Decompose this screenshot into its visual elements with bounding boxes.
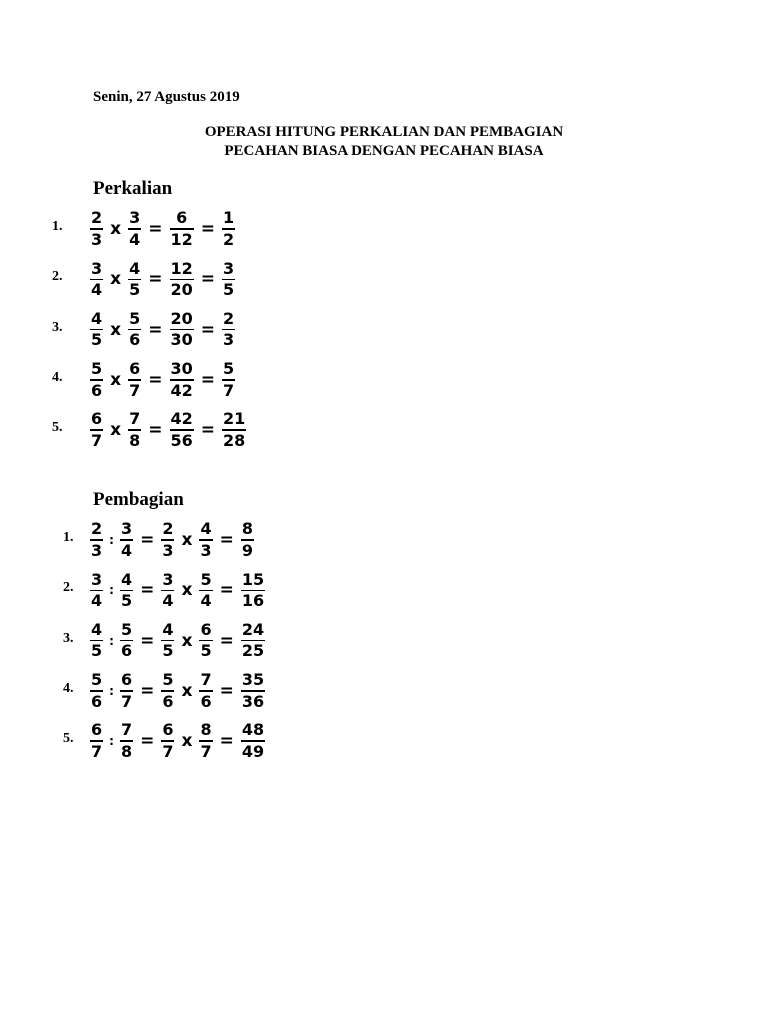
fraction-second [128,210,141,248]
fraction-result-numerator: 35 [241,670,265,690]
fraction-reciprocal [199,672,212,710]
equals-sign: = [148,269,163,290]
fraction-result [222,411,246,449]
fraction-first [90,569,103,611]
fraction-result-numerator: 24 [241,619,265,639]
fraction-result-numerator: 15 [241,569,265,589]
exercise-number: 2. [63,580,74,596]
multiply-sign: x [181,530,193,550]
fraction-second-numerator: 6 [129,359,141,379]
fraction-intermediate [161,569,174,611]
exercise-number: 5. [52,420,63,436]
multiply-sign: x [110,219,122,239]
equals-sign: = [148,219,163,239]
fraction-result [241,619,265,661]
fraction-result [241,722,265,760]
fraction-intermediate-denominator: 6 [162,691,174,711]
fraction-intermediate-denominator: 20 [170,280,193,300]
divide-sign: : [109,583,114,598]
fraction-intermediate-denominator: 12 [170,229,193,249]
exercise-expression [90,356,235,404]
section-heading-perkalian: Perkalian [93,178,173,199]
fraction-result-denominator: 9 [241,540,253,560]
fraction-second-denominator: 5 [129,280,141,300]
fraction-second-numerator: 3 [120,519,133,539]
exercise-expression [90,516,254,564]
multiply-sign: x [110,269,122,290]
fraction-intermediate [170,308,194,350]
fraction-result [222,258,235,300]
exercise-expression [90,566,265,614]
fraction-first [90,361,103,399]
fraction-second-denominator: 6 [120,641,133,661]
section-heading-pembagian: Pembagian [93,489,184,510]
exercise-expression [90,255,235,303]
fraction-intermediate-numerator: 6 [162,720,174,740]
fraction-intermediate-denominator: 4 [162,591,174,611]
exercise-number: 1. [52,219,63,234]
exercise-expression [90,617,265,665]
fraction-result-denominator: 16 [241,591,265,611]
fraction-intermediate-numerator: 4 [162,619,174,639]
fraction-first [90,672,103,710]
equals-sign: = [219,731,234,752]
fraction-first [90,411,103,449]
fraction-intermediate-numerator: 30 [170,359,193,379]
equals-sign: = [140,731,155,752]
fraction-second-denominator: 4 [129,229,141,249]
fraction-second [128,411,141,449]
fraction-second [128,308,141,350]
equals-sign: = [140,680,155,701]
fraction-first-denominator: 3 [91,229,103,249]
fraction-first [90,521,103,559]
divide-sign: : [109,633,114,648]
equals-sign: = [219,680,234,701]
exercise-expression [90,205,235,253]
fraction-intermediate [170,411,194,449]
fraction-reciprocal-denominator: 3 [200,540,212,560]
fraction-intermediate [170,361,194,399]
fraction-second [120,672,133,710]
multiply-sign: x [110,420,122,441]
fraction-result-numerator: 48 [241,720,265,740]
fraction-second-denominator: 7 [120,691,133,711]
fraction-second-denominator: 5 [120,591,133,611]
fraction-first-denominator: 4 [91,280,103,300]
equals-sign: = [140,580,155,601]
multiply-sign: x [181,680,193,701]
fraction-intermediate-numerator: 2 [162,519,174,539]
fraction-second-numerator: 5 [120,619,133,639]
fraction-second-numerator: 4 [129,258,141,278]
fraction-first-denominator: 6 [91,691,103,711]
fraction-result [222,210,235,248]
multiply-sign: x [181,580,193,601]
fraction-first-numerator: 5 [91,359,103,379]
fraction-reciprocal-numerator: 5 [200,569,212,589]
fraction-first-denominator: 6 [91,380,103,400]
fraction-result-denominator: 28 [223,430,246,450]
exercise-number: 3. [63,630,74,646]
fraction-first-numerator: 3 [91,569,103,589]
equals-sign: = [140,530,155,550]
multiply-sign: x [110,369,122,390]
fraction-result-denominator: 5 [223,280,235,300]
equals-sign: = [148,420,163,441]
fraction-first-numerator: 2 [91,519,103,539]
fraction-intermediate-denominator: 30 [170,330,193,350]
equals-sign: = [140,630,155,651]
exercise-expression [90,406,246,454]
fraction-reciprocal-denominator: 4 [200,591,212,611]
fraction-first-denominator: 7 [91,430,103,450]
fraction-intermediate-numerator: 42 [170,409,193,429]
fraction-reciprocal [199,569,212,611]
fraction-result-denominator: 7 [223,380,235,400]
fraction-second [128,258,141,300]
fraction-intermediate-numerator: 20 [170,308,193,328]
fraction-intermediate [161,521,174,559]
fraction-result [241,521,254,559]
equals-sign: = [200,319,216,340]
fraction-first-numerator: 2 [91,208,103,228]
fraction-intermediate-denominator: 7 [162,741,174,761]
fraction-intermediate-denominator: 5 [162,641,174,661]
fraction-first-denominator: 7 [91,741,103,761]
fraction-result-numerator: 5 [223,359,235,379]
divide-sign: : [109,734,114,749]
equals-sign: = [148,369,163,390]
fraction-intermediate-denominator: 56 [170,430,193,450]
fraction-intermediate-denominator: 42 [170,380,193,400]
exercise-expression [90,306,235,354]
fraction-result [241,672,265,710]
exercise-number: 5. [63,731,74,747]
exercise-number: 3. [52,319,63,335]
multiply-sign: x [181,630,193,651]
multiply-sign: x [110,319,122,340]
exercise-number: 1. [63,530,74,545]
fraction-result-denominator: 3 [223,330,235,350]
fraction-reciprocal [199,722,212,760]
equals-sign: = [219,630,234,651]
fraction-result-denominator: 25 [241,641,265,661]
fraction-second-denominator: 6 [129,330,141,350]
equals-sign: = [219,530,234,550]
fraction-second-denominator: 7 [129,380,141,400]
exercise-number: 4. [52,369,63,385]
equals-sign: = [200,269,216,290]
fraction-second-numerator: 7 [129,409,141,429]
exercise-expression [90,667,265,715]
divide-sign: : [109,683,114,698]
equals-sign: = [219,580,234,601]
fraction-intermediate-numerator: 6 [176,208,188,228]
exercise-number: 2. [52,269,63,285]
fraction-first-numerator: 4 [91,619,103,639]
fraction-first-numerator: 6 [91,720,103,740]
fraction-first-denominator: 5 [91,330,103,350]
fraction-second-denominator: 8 [120,741,133,761]
fraction-intermediate [170,210,194,248]
fraction-first-denominator: 5 [91,641,103,661]
fraction-first-numerator: 4 [91,308,103,328]
equals-sign: = [200,420,216,441]
fraction-result-denominator: 36 [241,691,265,711]
fraction-second-numerator: 4 [120,569,133,589]
fraction-reciprocal-numerator: 8 [200,720,212,740]
fraction-second-denominator: 8 [129,430,141,450]
fraction-reciprocal-denominator: 7 [200,741,212,761]
fraction-intermediate-numerator: 5 [162,670,174,690]
fraction-intermediate [161,722,174,760]
fraction-reciprocal-denominator: 5 [200,641,212,661]
fraction-reciprocal [199,619,212,661]
fraction-second-numerator: 3 [129,208,141,228]
fraction-reciprocal [199,521,212,559]
fraction-first [90,722,103,760]
fraction-result [241,569,265,611]
fraction-result [222,361,235,399]
fraction-intermediate [161,619,174,661]
equals-sign: = [200,219,216,239]
fraction-second-denominator: 4 [120,540,133,560]
fraction-reciprocal-numerator: 4 [200,519,212,539]
fraction-result-numerator: 3 [223,258,235,278]
fraction-first [90,210,103,248]
fraction-second [120,619,133,661]
fraction-second-numerator: 7 [120,720,133,740]
fraction-first-numerator: 3 [91,258,103,278]
fraction-first [90,308,103,350]
multiply-sign: x [181,731,193,752]
fraction-second [120,569,133,611]
fraction-second-numerator: 5 [129,308,141,328]
fraction-result-numerator: 1 [223,208,235,228]
document-date: Senin, 27 Agustus 2019 [93,89,240,105]
fraction-second-numerator: 6 [120,670,133,690]
exercise-expression [90,717,265,765]
equals-sign: = [200,369,216,390]
fraction-first-numerator: 6 [91,409,103,429]
exercise-number: 4. [63,680,74,696]
fraction-result-numerator: 21 [223,409,246,429]
fraction-result-denominator: 49 [241,741,265,761]
fraction-intermediate-numerator: 12 [170,258,193,278]
fraction-first [90,619,103,661]
fraction-first-denominator: 3 [91,540,103,560]
document-title-line-2: PECAHAN BIASA DENGAN PECAHAN BIASA [224,143,544,159]
fraction-reciprocal-numerator: 6 [200,619,212,639]
fraction-result-numerator: 2 [223,308,235,328]
fraction-first [90,258,103,300]
fraction-second [128,361,141,399]
fraction-result-denominator: 2 [223,229,235,249]
fraction-result [222,308,235,350]
fraction-reciprocal-numerator: 7 [200,670,212,690]
fraction-intermediate [170,258,194,300]
fraction-intermediate-denominator: 3 [162,540,174,560]
fraction-intermediate [161,672,174,710]
equals-sign: = [148,319,163,340]
fraction-result-numerator: 8 [241,519,253,539]
fraction-first-denominator: 4 [91,591,103,611]
fraction-first-numerator: 5 [91,670,103,690]
fraction-second [120,722,133,760]
fraction-reciprocal-denominator: 6 [200,691,212,711]
divide-sign: : [109,533,114,547]
document-title-line-1: OPERASI HITUNG PERKALIAN DAN PEMBAGIAN [204,124,564,140]
fraction-intermediate-numerator: 3 [162,569,174,589]
fraction-second [120,521,133,559]
